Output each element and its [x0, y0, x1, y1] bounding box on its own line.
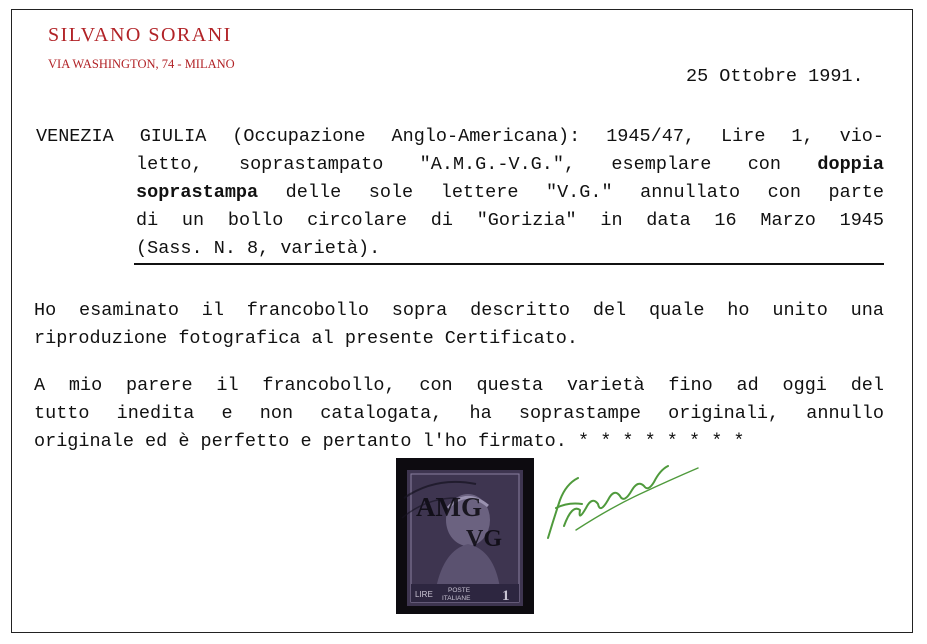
emphasis-soprastampa: soprastampa	[136, 182, 259, 203]
stamp-photo	[396, 458, 534, 614]
description-line-4: di un bollo circolare di "Gorizia" in data 16 Marzo 1945	[136, 210, 884, 231]
description-line-2: letto, soprastampato "A.M.G.-V.G.", esemplare con doppia	[136, 154, 884, 175]
expert-address: VIA WASHINGTON, 74 - MILANO	[48, 57, 235, 71]
description-line-5: (Sass. N. 8, varietà).	[136, 238, 381, 259]
caption-italiane: ITALIANE	[442, 595, 471, 602]
stamp-description	[36, 123, 884, 263]
signature-icon	[520, 448, 710, 558]
paragraph2-line-3: originale ed è perfetto e pertanto l'ho firmato. * * * * * * * *	[34, 431, 745, 452]
certificate-date: 25 Ottobre 1991.	[686, 66, 864, 87]
paragraph1-line-1: Ho esaminato il francobollo sopra descritto del quale ho unito una	[34, 300, 884, 321]
paragraph2-line-2: tutto inedita e non catalogata, ha soprastampe originali, annullo	[34, 403, 884, 424]
expert-name: SILVANO SORANI	[48, 24, 232, 46]
caption-poste: POSTE	[448, 587, 471, 594]
paragraph1-line-2: riproduzione fotografica al presente Certificato.	[34, 328, 578, 349]
description-line-3: soprastampa delle sole lettere "V.G." annullato con parte	[136, 182, 884, 203]
paragraph2-line-1: A mio parere il francobollo, con questa varietà fino ad oggi del	[34, 375, 884, 396]
overprint-vg: VG	[466, 526, 502, 552]
emphasis-doppia: doppia	[817, 154, 884, 175]
description-line-1: VENEZIA GIULIA (Occupazione Anglo-Americana): 1945/47, Lire 1, vio-	[36, 126, 884, 147]
stamp-value: 1	[502, 588, 510, 604]
paragraph-opinion	[34, 372, 884, 456]
description-underline	[134, 263, 884, 265]
paragraph-examination	[34, 297, 884, 353]
overprint-amg: AMG	[416, 492, 482, 522]
caption-lire: LIRE	[415, 590, 433, 599]
expert-signature	[520, 448, 710, 563]
stamp-image	[396, 458, 534, 614]
